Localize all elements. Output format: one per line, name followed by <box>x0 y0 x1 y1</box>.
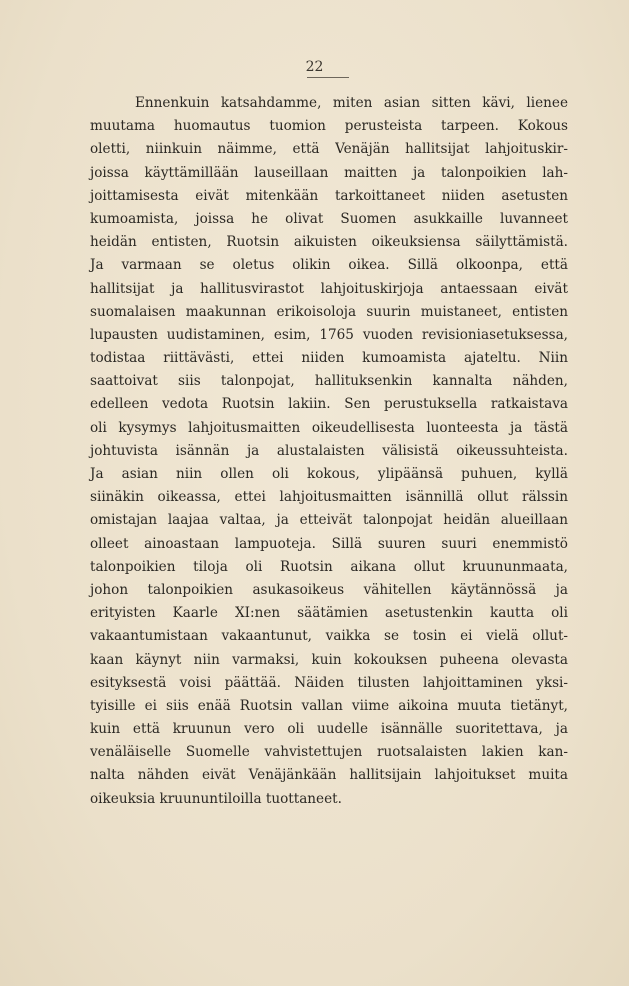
text-line: heidän entisten, Ruotsin aikuisten oikeuksiensa säilyttämistä. <box>90 234 568 251</box>
text-line: saattoivat siis talonpojat, hallituksenkin kannalta nähden, <box>90 373 568 390</box>
text-line: vakaantumistaan vakaantunut, vaikka se tosin ei vielä ollut- <box>90 628 568 645</box>
text-line: Ja varmaan se oletus olikin oikea. Sillä olkoonpa, että <box>90 257 568 274</box>
body-text <box>90 92 568 811</box>
text-line: esityksestä voisi päättää. Näiden tilusten lahjoittaminen yksi- <box>90 674 568 691</box>
text-line: kaan käynyt niin varmaksi, kuin kokouksen puheena olevasta <box>90 651 568 668</box>
text-line: joissa käyttämillään lauseillaan maitten ja talonpoikien lah- <box>90 164 568 181</box>
text-line: johtuvista isännän ja alustalaisten välisistä oikeussuhteista. <box>90 442 568 459</box>
text-line: olleet ainoastaan lampuoteja. Sillä suuren suuri enemmistö <box>90 535 568 552</box>
text-line: edelleen vedota Ruotsin lakiin. Sen perustuksella ratkaistava <box>90 396 568 413</box>
text-line: lupausten uudistaminen, esim, 1765 vuoden revisioniasetuksessa, <box>90 326 568 343</box>
text-line: oletti, niinkuin näimme, että Venäjän hallitsijat lahjoituskir- <box>90 141 568 158</box>
text-line: Ja asian niin ollen oli kokous, ylipäänsä puhuen, kyllä <box>90 466 568 482</box>
text-line: muutama huomautus tuomion perusteista tarpeen. Kokous <box>90 118 568 135</box>
text-line: venäläiselle Suomelle vahvistettujen ruotsalaisten lakien kan- <box>90 744 568 761</box>
text-line: omistajan laajaa valtaa, ja etteivät talonpojat heidän alueillaan <box>90 512 568 529</box>
text-line: joittamisesta eivät mitenkään tarkoittaneet niiden asetusten <box>90 187 568 204</box>
text-line: Ennenkuin katsahdamme, miten asian sitten kävi, lienee <box>135 95 568 111</box>
text-line: suomalaisen maakunnan erikoisoloja suurin muistaneet, entisten <box>90 303 568 320</box>
text-line: oikeuksia kruununtiloilla tuottaneet. <box>90 790 342 807</box>
text-line: nalta nähden eivät Venäjänkään hallitsijain lahjoitukset muita <box>90 767 568 784</box>
page-number: 22 <box>305 59 324 75</box>
page-number-underline <box>307 77 349 78</box>
text-line: erityisten Kaarle XI:nen säätämien asetustenkin kautta oli <box>90 605 568 622</box>
text-line: todistaa riittävästi, ettei niiden kumoamista ajateltu. Niin <box>90 350 568 367</box>
text-line: kuin että kruunun vero oli uudelle isännälle suoritettava, ja <box>90 721 568 738</box>
text-line: tyisille ei siis enää Ruotsin vallan viime aikoina muuta tietänyt, <box>90 697 568 714</box>
text-line: oli kysymys lahjoitusmaitten oikeudellisesta luonteesta ja tästä <box>90 419 568 436</box>
text-line: hallitsijat ja hallitusvirastot lahjoituskirjoja antaessaan eivät <box>90 280 568 297</box>
text-line: kumoamista, joissa he olivat Suomen asukkaille luvanneet <box>90 210 568 227</box>
text-line: talonpoikien tiloja oli Ruotsin aikana ollut kruununmaata, <box>90 558 568 575</box>
text-line: johon talonpoikien asukasoikeus vähitellen käytännössä ja <box>90 581 568 598</box>
text-line: siinäkin oikeassa, ettei lahjoitusmaitten isännillä ollut rälssin <box>90 489 568 506</box>
